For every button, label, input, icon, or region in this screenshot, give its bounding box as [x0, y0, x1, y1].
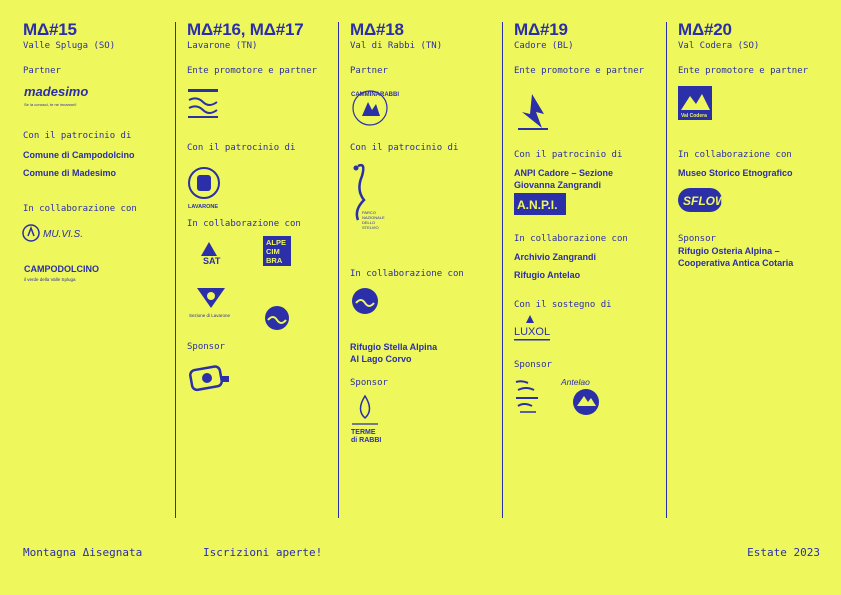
column-md18: [350, 20, 500, 444]
section-label-partner: Partner: [23, 66, 61, 76]
alpe-cimbra-text-2: CIM: [266, 247, 280, 256]
column-title: MΔ#16, MΔ#17: [187, 20, 304, 39]
sat-logo: [187, 236, 237, 273]
org-name: Rifugio Antelao: [514, 270, 581, 280]
section-label-patrocinio: Con il patrocinio di: [187, 143, 296, 153]
section-label-collaborazione: In collaborazione con: [23, 204, 137, 214]
val-codera-text: Val Codera: [681, 113, 707, 119]
section-label-partner: Partner: [350, 66, 388, 76]
section-label-patrocinio: Con il patrocinio di: [23, 131, 132, 141]
section-label-sostegno: Con il sostegno di: [514, 300, 612, 310]
section-label-collaborazione: In collaborazione con: [678, 150, 792, 160]
cadore-promoter-logo: [514, 92, 554, 139]
terme-text-2: di RABBI: [351, 437, 382, 444]
column-divider: [338, 22, 339, 518]
sezione-lavarone-logo: [187, 284, 235, 325]
madesimo-logo-text: madesimo: [24, 84, 89, 99]
terme-text-1: TERME: [351, 429, 376, 436]
column-md20: [678, 20, 828, 268]
anpi-text: A.N.P.I.: [517, 198, 558, 212]
org-name: Rifugio Stella Alpina: [350, 342, 438, 352]
madesimo-logo: [23, 82, 89, 115]
luxol-text: LUXOL: [514, 326, 551, 338]
lavarone-crest-logo: [187, 166, 223, 215]
birrificio-logo: [514, 378, 546, 423]
column-title: MΔ#19: [514, 20, 568, 39]
org-name: Al Lago Corvo: [350, 354, 412, 364]
footer-season: Estate 2023: [747, 546, 820, 559]
section-label-sponsor: Sponsor: [350, 378, 388, 388]
sflow-logo: [678, 188, 727, 221]
org-name: Cooperativa Antica Cotaria: [678, 258, 794, 268]
parco-text-2: NAZIONALE: [362, 215, 385, 220]
column-subtitle: Cadore (BL): [514, 41, 574, 51]
alpe-cimbra-text-1: ALPE: [266, 238, 287, 247]
column-subtitle: Valle Spluga (SO): [23, 41, 116, 51]
sezione-lavarone-text: Sezione di Lavarone: [189, 313, 231, 318]
org-name: Archivio Zangrandi: [514, 252, 597, 262]
section-label-collaborazione: In collaborazione con: [514, 234, 628, 244]
parco-text-3: DELLO: [362, 220, 376, 225]
lavarone-crest-text: LAVARONE: [188, 204, 219, 210]
camminarabbi-logo: [350, 86, 399, 135]
camminarabbi-text: CAMMINARABBI: [351, 92, 399, 98]
column-md19: [514, 20, 664, 387]
sat-logo-text: SAT: [203, 256, 221, 266]
footer-cta: Iscrizioni aperte!: [203, 546, 323, 559]
column-title: MΔ#15: [23, 20, 77, 39]
section-label-sponsor: Sponsor: [678, 234, 716, 244]
column-divider: [666, 22, 667, 518]
column-subtitle: Val Codera (SO): [678, 41, 760, 51]
antelao-text: Antelao: [561, 377, 590, 387]
column-md15: [23, 20, 173, 282]
muvis-logo: [23, 223, 98, 248]
madesimo-tagline: Se la conosci, te ne innamori!: [24, 102, 77, 107]
section-label-promotore: Ente promotore e partner: [514, 66, 645, 76]
section-label-collaborazione: In collaborazione con: [350, 269, 464, 279]
column-divider: [502, 22, 503, 518]
terme-rabbi-logo: [350, 394, 384, 449]
section-label-patrocinio: Con il patrocinio di: [350, 143, 459, 153]
campodolcino-tagline: il verde della Valle Spluga: [24, 277, 76, 282]
column-title: MΔ#18: [350, 20, 404, 39]
parco-text-4: STELVIO: [362, 225, 379, 230]
section-label-sponsor: Sponsor: [514, 360, 552, 370]
section-label-promotore: Ente promotore e partner: [187, 66, 318, 76]
lake-circle-logo: [263, 304, 291, 341]
column-md16-17: [187, 20, 337, 352]
antelao-logo: [560, 374, 610, 423]
section-label-promotore: Ente promotore e partner: [678, 66, 809, 76]
column-subtitle: Val di Rabbi (TN): [350, 41, 443, 51]
alpe-cimbra-text-3: BRA: [266, 256, 283, 265]
org-name: Comune di Madesimo: [23, 168, 117, 178]
column-divider: [175, 22, 176, 518]
org-name: ANPI Cadore – Sezione: [514, 168, 614, 178]
parco-text-1: PARCO: [362, 210, 376, 215]
org-name: Rifugio Osteria Alpina –: [678, 246, 780, 256]
lavarone-promoter-logo: [187, 88, 219, 129]
org-name: Museo Storico Etnografico: [678, 168, 793, 178]
org-name: Giovanna Zangrandi: [514, 180, 602, 190]
footer-brand: Montagna Δisegnata: [23, 546, 143, 559]
sponsor-machine-logo: [187, 358, 231, 401]
sflow-text: SFLOW: [683, 194, 727, 208]
campodolcino-logo: [23, 261, 103, 290]
val-codera-logo: [678, 86, 714, 127]
section-label-patrocinio: Con il patrocinio di: [514, 150, 623, 160]
luxol-logo: [514, 315, 554, 350]
anpi-logo: [514, 193, 566, 222]
column-subtitle: Lavarone (TN): [187, 41, 258, 51]
campodolcino-logo-text: CAMPODOLCINO: [24, 264, 99, 274]
section-label-collaborazione: In collaborazione con: [187, 219, 301, 229]
org-name: Comune di Campodolcino: [23, 150, 135, 160]
section-label-sponsor: Sponsor: [187, 342, 225, 352]
parco-stelvio-logo: [350, 160, 394, 255]
circle-collab-logo: [350, 286, 380, 321]
alpe-cimbra-logo: [263, 236, 291, 271]
column-title: MΔ#20: [678, 20, 732, 39]
muvis-logo-text: MU.VI.S.: [43, 229, 84, 240]
